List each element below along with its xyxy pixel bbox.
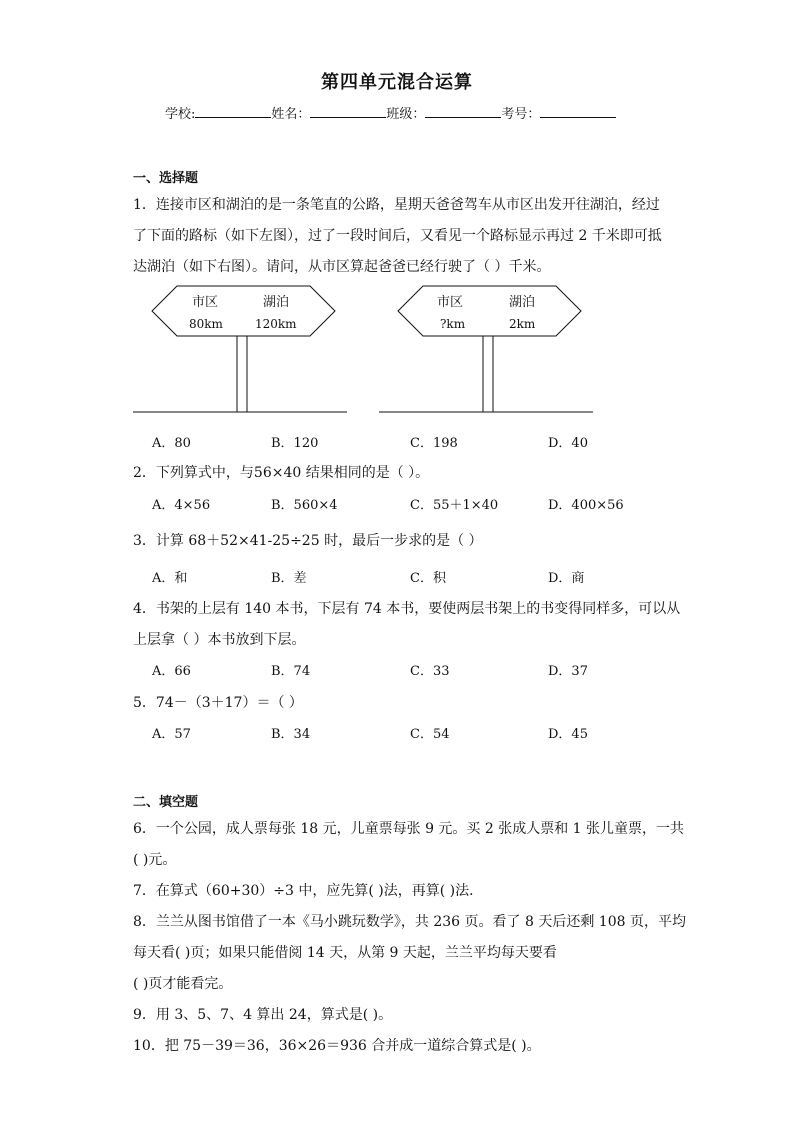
q2-option-c[interactable]: C．55＋1×40 [410,498,499,513]
q5-text: 5．74－（3＋17）＝（ ） [133,695,303,711]
school-label: 学校: [165,107,196,122]
class-label: 班级： [386,107,426,122]
q2-option-b[interactable]: B．560×4 [271,498,338,513]
q5-option-c[interactable]: C．54 [410,727,450,742]
q6-line1: 6．一个公园，成人票每张 18 元，儿童票每张 9 元。买 2 张成人票和 1 张儿童票，一共 [133,821,685,837]
q1-line1: 1．连接市区和湖泊的是一条笔直的公路，星期天爸爸驾车从市区出发开往湖泊，经过 [133,197,660,213]
q3-option-d[interactable]: D．商 [548,571,585,586]
q10-text[interactable]: 10．把 75－39＝36，36×26＝936 合并成一道综合算式是( )。 [133,1038,541,1054]
q1-option-b[interactable]: B．120 [271,436,319,451]
q5-option-d[interactable]: D．45 [548,727,588,742]
q3-text: 3．计算 68＋52×41-25÷25 时，最后一步求的是（ ） [133,533,483,549]
q3-option-c[interactable]: C．积 [410,571,446,586]
q5-option-a[interactable]: A．57 [152,727,191,742]
sign-left-city-distance: 80km [189,317,223,331]
number-blank[interactable] [540,105,616,118]
q4-line2: 上层拿（ ）本书放到下层。 [133,632,306,648]
name-blank[interactable] [310,105,386,118]
q1-option-c[interactable]: C．198 [410,436,458,451]
q4-option-c[interactable]: C．33 [410,664,450,679]
school-blank[interactable] [195,105,271,118]
q8-line3[interactable]: ( )页才能看完。 [133,976,233,992]
q1-option-a[interactable]: A．80 [152,436,191,451]
q4-option-d[interactable]: D．37 [548,664,588,679]
sign-right-city-distance: ?km [440,317,466,331]
page-title: 第四单元混合运算 [321,72,473,93]
q2-option-a[interactable]: A．4×56 [152,498,211,513]
q3-option-b[interactable]: B．差 [271,571,307,586]
name-label: 姓名： [271,107,311,122]
number-label: 考号： [501,107,541,122]
sign-left-city-label: 市区 [192,295,219,310]
q8-line1: 8．兰兰从图书馆借了一本《马小跳玩数学》，共 236 页。看了 8 天后还剩 108 页，平均 [133,914,686,930]
q3-option-a[interactable]: A．和 [152,571,188,586]
q8-line2[interactable]: 每天看( )页；如果只能借阅 14 天，从第 9 天起，兰兰平均每天要看 [133,945,557,961]
sign-right [379,286,593,412]
sign-left [133,286,347,412]
q5-option-b[interactable]: B．34 [271,727,311,742]
q2-option-d[interactable]: D．400×56 [548,498,624,513]
sign-left-lake-distance: 120km [255,317,297,331]
sign-right-lake-distance: 2km [509,317,536,331]
q4-option-a[interactable]: A．66 [152,664,191,679]
q6-line2[interactable]: ( )元。 [133,852,177,868]
q9-text[interactable]: 9．用 3、5、7、4 算出 24，算式是( )。 [133,1007,393,1023]
q7-text[interactable]: 7．在算式（60+30）÷3 中，应先算( )法，再算( )法． [133,883,484,899]
q4-option-b[interactable]: B．74 [271,664,311,679]
student-info-line [165,103,616,122]
sign-right-city-label: 市区 [437,295,464,310]
q2-text: 2．下列算式中，与56×40 结果相同的是（ ）。 [133,465,430,481]
q1-line3: 达湖泊（如下右图）。请问，从市区算起爸爸已经行驶了（ ）千米。 [133,259,551,275]
class-blank[interactable] [425,105,501,118]
q4-line1: 4．书架的上层有 140 本书，下层有 74 本书，要使两层书架上的书变得同样多，可以从 [133,601,681,617]
sign-left-lake-label: 湖泊 [263,295,290,310]
sign-right-lake-label: 湖泊 [509,295,536,310]
q1-option-d[interactable]: D．40 [548,436,588,451]
q1-line2: 了下面的路标（如下左图），过了一段时间后，又看见一个路标显示再过 2 千米即可抵 [133,228,662,244]
section-heading-fill: 二、填空题 [133,795,199,810]
section-heading-choice: 一、选择题 [133,171,199,186]
